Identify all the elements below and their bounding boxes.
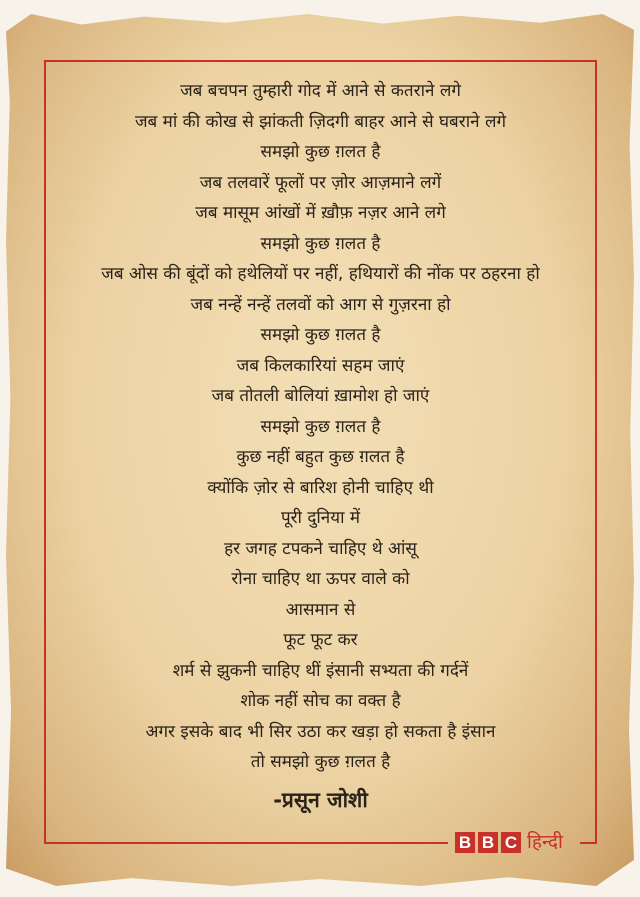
frame-border bbox=[595, 60, 597, 844]
poem-text bbox=[46, 76, 595, 778]
poem-line: समझो कुछ ग़लत है bbox=[260, 325, 381, 345]
poem-line: जब बचपन तुम्हारी गोद में आने से कतराने लगे bbox=[180, 81, 461, 101]
poem-line: हर जगह टपकने चाहिए थे आंसू bbox=[224, 538, 417, 559]
poem-line: तो समझो कुछ ग़लत है bbox=[250, 752, 391, 772]
logo-letter: C bbox=[501, 832, 521, 853]
poem-line: जब मासूम आंखों में ख़ौफ़ नज़र आने लगे bbox=[195, 203, 446, 223]
poem-line: आसमान से bbox=[285, 599, 356, 620]
poem-line: कुछ नहीं बहुत कुछ ग़लत है bbox=[236, 447, 405, 467]
poem-line: जब तोतली बोलियां ख़ामोश हो जाएं bbox=[211, 386, 430, 406]
poem-line: फूट फूट कर bbox=[283, 630, 358, 650]
poem-line: जब तलवारें फूलों पर ज़ोर आज़माने लगें bbox=[199, 172, 442, 193]
poem-line: जब किलकारियां सहम जाएं bbox=[236, 355, 405, 376]
logo-letter: B bbox=[478, 832, 498, 853]
poem-line: शोक नहीं सोच का वक्त है bbox=[240, 691, 401, 711]
poem-line: समझो कुछ ग़लत है bbox=[260, 233, 381, 254]
frame-border bbox=[580, 842, 597, 844]
poem-line: अगर इसके बाद भी सिर उठा कर खड़ा हो सकता है इंसान bbox=[145, 721, 496, 742]
poem-line: समझो कुछ ग़लत है bbox=[260, 142, 381, 162]
poem-line: जब मां की कोख से झांकती ज़िदगी बाहर आने से घबराने लगे bbox=[134, 111, 507, 132]
poem-line: रोना चाहिए था ऊपर वाले को bbox=[231, 569, 410, 589]
frame-border bbox=[44, 842, 448, 844]
poem-author: -प्रसून जोशी bbox=[273, 788, 368, 812]
poem-line: जब ओस की बूंदों को हथेलियों पर नहीं, हथियारों की नोंक पर ठहरना हो bbox=[101, 264, 540, 284]
poem-line: शर्म से झुकनी चाहिए थीं इंसानी सभ्यता की गर्दनें bbox=[172, 660, 469, 681]
frame-border bbox=[44, 60, 597, 62]
poem-line: समझो कुछ ग़लत है bbox=[260, 416, 381, 437]
bbc-hindi-logo bbox=[455, 832, 563, 853]
logo-hindi-text: हिन्दी bbox=[527, 831, 563, 853]
poem-line: जब नन्हें नन्हें तलवों को आग से गुज़रना हो bbox=[190, 294, 451, 315]
logo-letter: B bbox=[455, 832, 475, 853]
poem-line: क्योंकि ज़ोर से बारिश होनी चाहिए थी bbox=[207, 477, 434, 498]
poem-line: पूरी दुनिया में bbox=[280, 508, 361, 528]
